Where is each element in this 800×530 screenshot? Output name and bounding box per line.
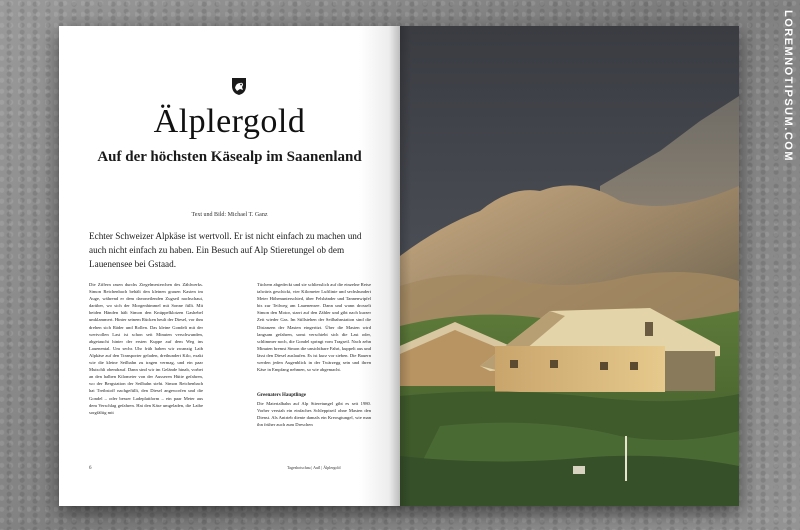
article-subtitle: Auf der höchsten Käsealp im Saanenland — [97, 149, 362, 165]
article-lead: Echter Schweizer Alpkäse ist wertvoll. Er ist nicht einfach zu machen und auch nicht einfach zu haben. Ein Besuch auf Alp Stieretungel ob dem Lauenensee bei Gstaad. — [89, 231, 362, 269]
left-page — [59, 26, 400, 506]
right-page-photo — [400, 26, 739, 506]
article-byline: Text und Bild: Michael T. Ganz — [191, 212, 268, 218]
section-subhead: Greenaters Hauptlinge — [257, 393, 306, 398]
body-column-2b — [257, 389, 371, 459]
magazine-spread — [59, 26, 739, 506]
article-title: Älplergold — [153, 103, 306, 140]
body-column-2b-text: Die Materialbahn auf Alp Stieretungel gibt es seit 1980. Vorher verstah ein einfaches Schlepptseil ohne Masten den Dienst. Als Antrieb diente damals ein Kreosgtungel, wie man ihn früher auch zum Dreschen — [257, 401, 371, 428]
alpine-hut-photo — [400, 26, 739, 506]
watermark-text: LOREMNOTIPSUM.COM — [782, 10, 794, 162]
bear-crest-icon — [230, 76, 248, 96]
page-number: 6 — [89, 466, 92, 471]
body-column-1: Die Ziffern rasen durchs Ziegelmesterchen des Zählwerks. Simon Reichenbach behält den kleinen grauen Kasten im Auge, während er dem davoneilenden Zugseil nachschaut, darüber, wo sich der Morgenhimmel mit Sonne füllt. Mit beiden Händen hält Simon den Knüppelklotzen Gashebel umklammert. Hinter seinem Rücken heult der Diesel, vor ihm drehen sich Räder und Rollen. Das kleine Gondeli mit der wertvollen Last ist schon seit Minuten verschwunden, abgetaucht hinter der ersten Kuppe auf dem Weg ins Lauenental. Um sechs Uhr früh haben wir zwanzig Laib Alpkäse auf den Transporter geladen, dreihundert Kilo, exakt wie die kleine Seilbahn zu tragen vermag, und ein paar Mutschli obendrauf. Dann sind wir im Gelände hinab, vorbei an den halben Kilometer von der Ausseren Hütte gefahren, wo der Bergstation der Seilbahn steht. Simon Reichenbach hat Treibstoff nachgefüllt, den Diesel angeworfen und die Gondel – oder besser Ladeplattform – ein paar Meter aus dem Verschlag gefahren. Hat den Käse umgeladen, die Laibe sorgfältig mit — [89, 282, 203, 415]
footer-note: Tagesbotschau | Aufl | Älplergold — [287, 465, 341, 470]
body-column-2: Tüchern abgedeckt und sie schliesslich auf die einzelne Reise talwärts geschickt, vier Kilometer Luftlinie und sechshundert Meter Höhenunterschied, über Felsbänder und Tannenwipfel bis zur Teilweg am Lauenensee. Dann und wann drosselt Simon den Motor, starrt auf den Zähler und gibt nach kurzer Zeit wieder Gas. Im Stillstehen der Seilbahnstation sind die Distanzen der Masten eingeritzt. Über die Masten wird langsam gefahren, sonst verschiebt sich die Last oder, schlimmer noch, die Gondel springt vom Tragseil. Nach zehn Minuten bremst Simon die unsichtbare Fahrt, kuppelt aus und lässt den Diesel auslaufen. Es ist kurz vor sieben. Die Bauern werden jeden Augenblick in der Twärzegg sein und ihren Käse in Empfang nehmen, so wie abgemacht. — [257, 282, 371, 373]
